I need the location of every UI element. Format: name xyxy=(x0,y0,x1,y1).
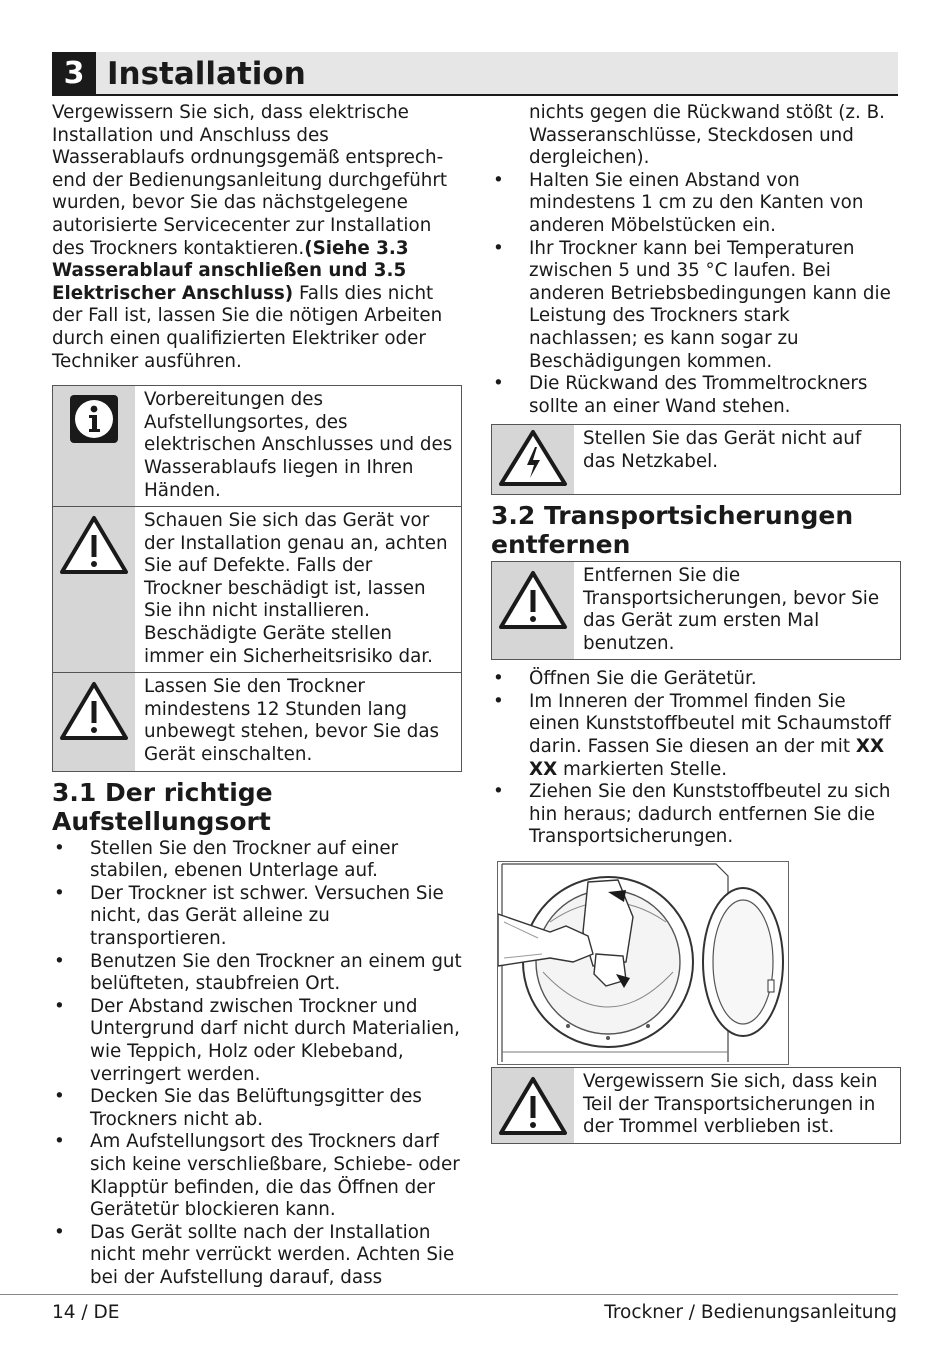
notice-box xyxy=(52,507,462,673)
info-icon xyxy=(69,394,119,451)
bullet-list xyxy=(491,668,901,849)
list-item: • Am Aufstellungsort des Trockners darf sich keine verschließbare, Schiebe- oder Klapptür befinden, die das Öffnen der Gerätetür blockieren kann. xyxy=(54,1131,460,1221)
intro-reference: (Siehe 3.3 Wasserablauf anschließen und 3.5 Elektrischer Anschluss) xyxy=(52,237,409,304)
notice-text: Vergewissern Sie sich, dass kein Teil der Transportsicherungen in der Trommel verblieben ist. xyxy=(583,1071,878,1138)
notice-text: Vorbereitungen des Aufstellungsortes, des elektrischen Anschlusses und des Wasserablaufs liegen in Ihren Händen. xyxy=(144,389,453,501)
list-item: • Das Gerät sollte nach der Installation nicht mehr verrückt werden. Achten Sie bei der Aufstellung darauf, dass xyxy=(54,1221,455,1288)
page-number: 14 / DE xyxy=(52,1302,120,1323)
list-item: • Halten Sie einen Abstand von mindestens 1 cm zu den Kanten von anderen Möbelstücken ein. xyxy=(493,169,864,236)
notice-text: Schauen Sie sich das Gerät vor der Installation genau an, achten Sie auf Defekte. Falls der Trockner beschädigt ist, lassen Sie ihn nicht installieren. Beschädigte Geräte stellen immer ein Sicherheitsrisiko dar. xyxy=(144,510,448,667)
notice-text: Entfernen Sie die Transportsicherungen, bevor Sie das Gerät zum ersten Mal benutzen. xyxy=(583,564,880,654)
notice-box xyxy=(491,561,901,660)
bullet-list xyxy=(52,838,462,1290)
footer-divider xyxy=(0,1294,898,1295)
list-item: • Der Trockner ist schwer. Versuchen Sie nicht, das Gerät alleine zu transportieren. xyxy=(54,882,444,949)
section-heading: 3.2 Transportsicherungen entfernen xyxy=(491,500,854,559)
document-title: Trockner / Bedienungsanleitung xyxy=(604,1302,897,1323)
left-column xyxy=(52,102,462,1290)
list-item: • Ziehen Sie den Kunststoffbeutel zu sich hin heraus; dadurch entfernen Sie die Transportsicherungen. xyxy=(493,781,891,848)
list-item: • Die Rückwand des Trommeltrockners sollte an einer Wand stehen. xyxy=(493,373,868,417)
list-item: • Ihr Trockner kann bei Temperaturen zwischen 5 und 35 °C laufen. Bei anderen Betriebsbedingungen kann die Leistung des Trockners stark nachlassen; es kann sogar zu Beschädigungen kommen. xyxy=(493,237,891,372)
electric-hazard-icon xyxy=(498,429,568,494)
warning-icon xyxy=(59,681,129,748)
intro-text: Vergewissern Sie sich, dass elektrische Installation und Anschluss des Wasserablaufs ordnungsgemäß entsprechend der Bedienungsanleitung durchgeführt wurden, bevor Sie das nächstgelegene autorisierte Servicecenter zur Installation des Trockners kontaktieren. xyxy=(52,102,448,259)
continued-text: nichts gegen die Rückwand stößt (z. B. Wasseranschlüsse, Steckdosen und dergleichen). xyxy=(529,102,885,169)
dryer-drum-illustration xyxy=(497,861,789,1065)
chapter-header xyxy=(52,52,898,96)
notice-box xyxy=(52,385,462,507)
marking-label: XX XX xyxy=(529,736,885,780)
notice-box xyxy=(52,673,462,771)
notice-box xyxy=(491,424,901,495)
right-column xyxy=(491,102,901,1144)
notice-box xyxy=(491,1067,901,1144)
section-heading: 3.1 Der richtige Aufstellungsort xyxy=(52,777,273,836)
list-item: • Der Abstand zwischen Trockner und Untergrund darf nicht durch Materialien, wie Teppich, Holz oder Klebeband, verringert werden. xyxy=(54,995,460,1085)
bullet-list xyxy=(491,170,901,419)
list-item: • Benutzen Sie den Trockner an einem gut belüfteten, staubfreien Ort. xyxy=(54,950,462,995)
warning-icon xyxy=(59,515,129,582)
chapter-title: Installation xyxy=(107,56,306,92)
intro-paragraph xyxy=(52,102,462,373)
list-item: • Öffnen Sie die Gerätetür. xyxy=(493,668,757,690)
intro-text-end: Falls dies nicht der Fall ist, lassen Sie die nötigen Arbeiten durch einen qualifizierten Elektriker oder Techniker ausführen. xyxy=(52,282,443,372)
list-item: • Im Inneren der Trommel finden Sie einen Kunststoffbeutel mit Schaumstoff darin. Fassen Sie diesen an der mit XX XX markierten Stelle. xyxy=(493,690,891,780)
notice-text: Stellen Sie das Gerät nicht auf das Netzkabel. xyxy=(583,428,862,472)
notice-text: Lassen Sie den Trockner mindestens 12 Stunden lang unbewegt stehen, bevor Sie das Gerät einschalten. xyxy=(144,676,440,766)
chapter-number: 3 xyxy=(52,52,96,96)
list-item: • Decken Sie das Belüftungsgitter des Trockners nicht ab. xyxy=(54,1086,422,1130)
warning-icon xyxy=(498,1076,568,1143)
warning-icon xyxy=(498,570,568,637)
list-item: • Stellen Sie den Trockner auf einer stabilen, ebenen Unterlage auf. xyxy=(54,837,399,882)
